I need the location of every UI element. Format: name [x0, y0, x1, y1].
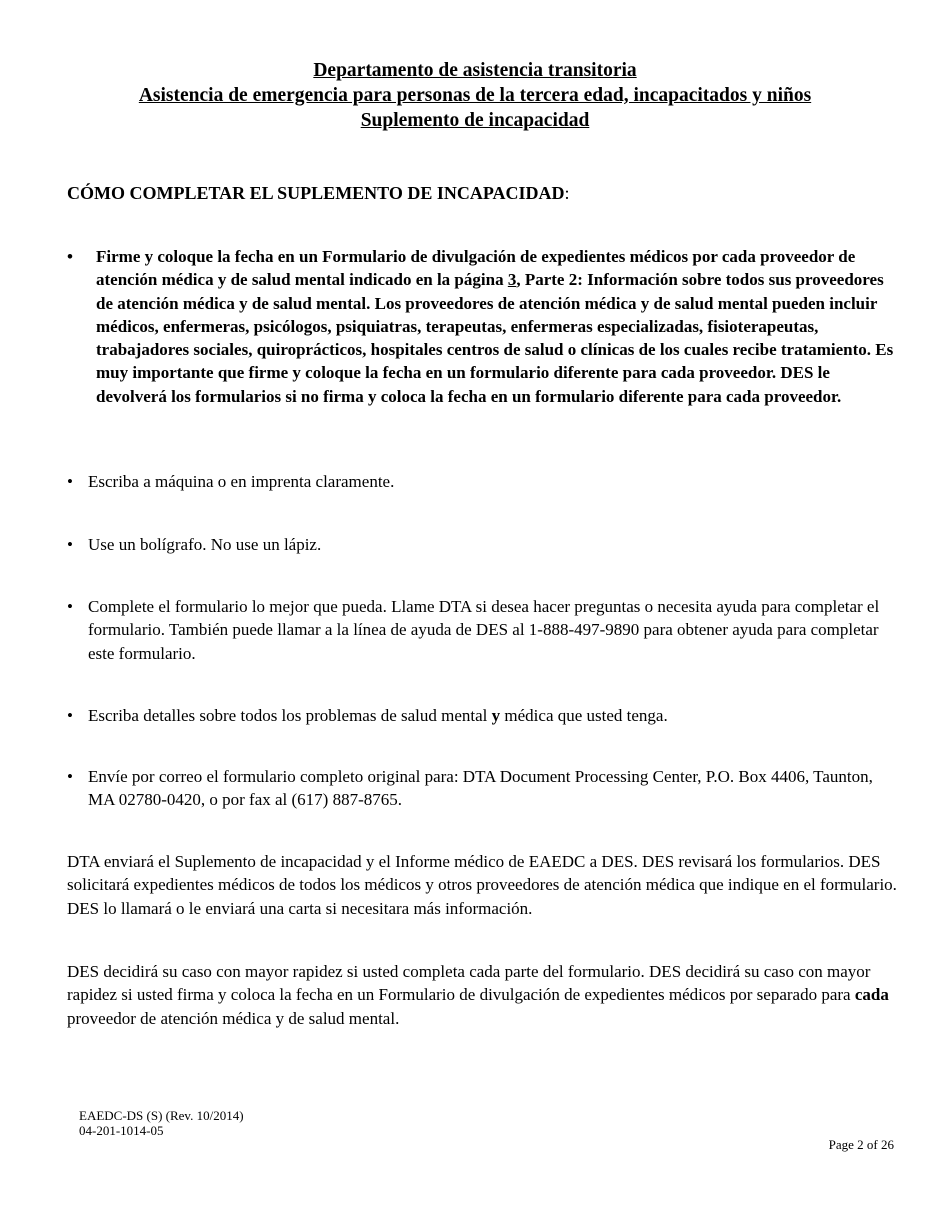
bullet-icon: • — [67, 597, 73, 616]
page-reference: 3 — [507, 270, 517, 290]
page-number: Page 2 of 26 — [828, 1137, 894, 1152]
bullet-icon: • — [67, 535, 73, 554]
footer-form-info — [79, 1108, 244, 1138]
header-supplement: Suplemento de incapacidad — [360, 110, 590, 131]
bullet-icon: • — [67, 472, 73, 491]
bullet-icon: • — [67, 767, 73, 786]
bullet-text: Firme y coloque la fecha en un Formulario de divulgación de expedientes médicos por cada proveedor de atención médica y de salud mental indicado en la página — [96, 247, 856, 290]
bullet-text: Escriba a máquina o en imprenta claramente. — [88, 472, 395, 491]
form-id: EAEDC-DS (S) (Rev. 10/2014) — [79, 1108, 244, 1123]
section-heading-text: CÓMO COMPLETAR EL SUPLEMENTO DE INCAPACIDAD — [67, 183, 565, 203]
paragraph-text: proveedor de atención médica y de salud mental. — [67, 1008, 400, 1028]
section-heading — [67, 183, 570, 204]
bullet-text: Complete el formulario lo mejor que pueda. Llame DTA si desea hacer preguntas o necesita ayuda para completar el formulario. También puede llamar a la línea de ayuda de DES al 1-888-497-9890 para obtener ayuda para completar este formulario. — [88, 597, 880, 663]
paragraph-dta-process: DTA enviará el Suplemento de incapacidad y el Informe médico de EAEDC a DES. DES revisará los formularios. DES solicitará expedientes médicos de todos los médicos y otros proveedores de atención médica que indique en el formulario. DES lo llamará o le enviará una carta si necesitara más información. — [67, 852, 897, 918]
bullet-text: Use un bolígrafo. No use un lápiz. — [88, 535, 322, 554]
bullet-text: médica que usted tenga. — [500, 706, 668, 725]
bullet-text: Envíe por correo el formulario completo original para: DTA Document Processing Center, P.O. Box 4406, Taunton, MA 02780-0420, o por fax al (617) 887-8765. — [88, 767, 873, 810]
form-number: 04-201-1014-05 — [79, 1123, 164, 1138]
bullet-text: Escriba detalles sobre todos los problemas de salud mental — [88, 706, 492, 725]
paragraph-des-decision — [67, 960, 897, 1030]
section-heading-colon: : — [564, 183, 570, 203]
bold-conjunction: y — [491, 706, 501, 725]
bold-emphasis: cada — [854, 985, 889, 1005]
header-department: Departamento de asistencia transitoria — [313, 60, 637, 81]
header-program: Asistencia de emergencia para personas de la tercera edad, incapacitados y niños — [138, 85, 812, 106]
bullet-text: , Parte 2: Información sobre todos sus proveedores de atención médica y de salud mental. Los proveedores de atención médica y de salud mental pueden incluir médicos, enfermeras, psicólogos, psiquiatras, terapeutas, enfermeras especializadas, fisioterapeutas, trabajadores sociales, quiroprácticos, hospitales centros de salud o clínicas de los cuales recibe tratamiento. Es muy importante que firme y coloque la fecha en un formulario diferente para cada proveedor. DES le devolverá los formularios si no firma y coloca la fecha en un formulario diferente para cada proveedor. — [96, 270, 894, 406]
bullet-icon: • — [67, 706, 73, 725]
paragraph-text: DES decidirá su caso con mayor rapidez si usted completa cada parte del formulario. DES decidirá su caso con mayor rapidez si usted firma y coloca la fecha en un Formulario de divulgación de expedientes médicos por separado para — [67, 962, 871, 1005]
bullet-icon: • — [67, 247, 73, 266]
document-header — [0, 58, 950, 133]
